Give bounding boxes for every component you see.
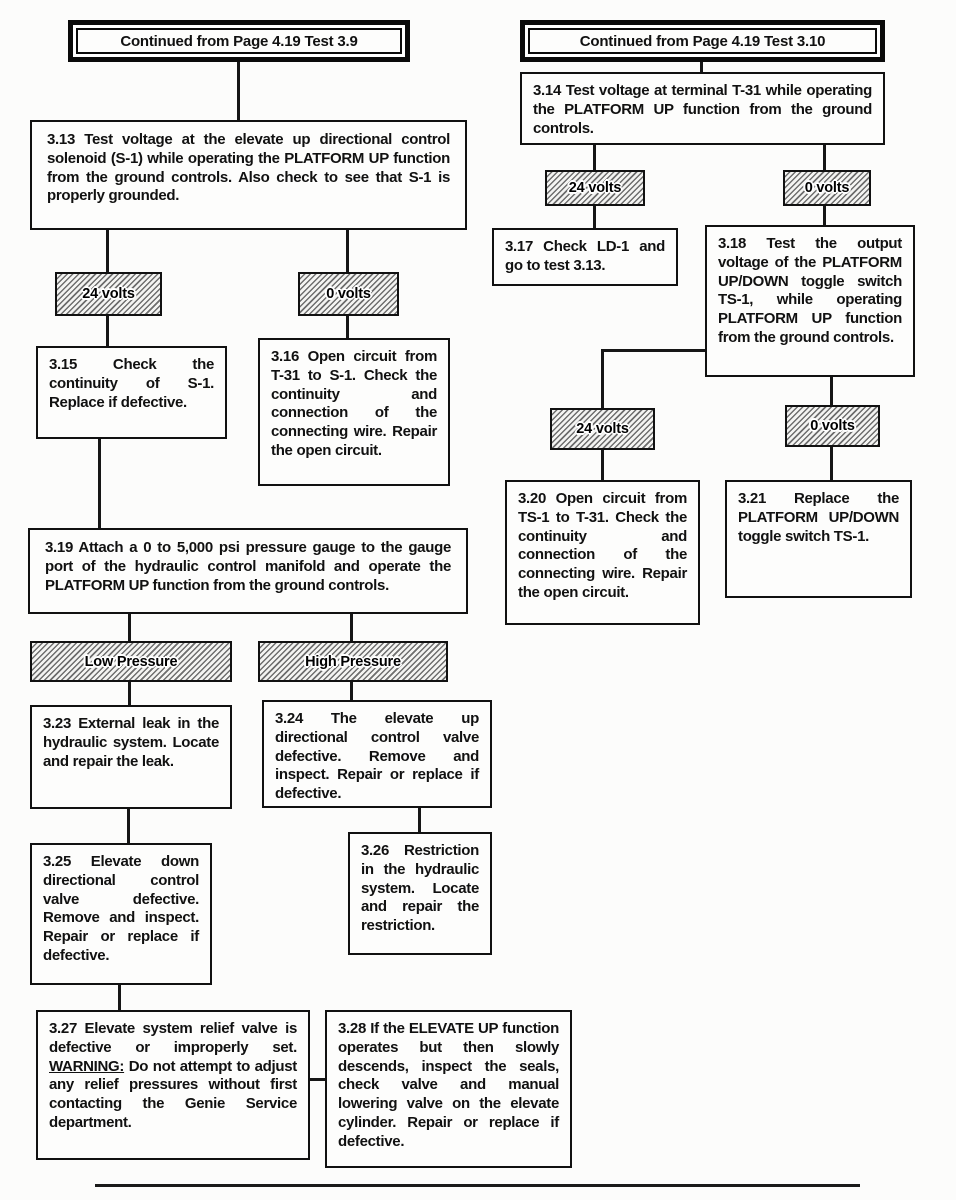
connector-line [830, 447, 833, 480]
high-pressure-text: High Pressure [305, 653, 401, 670]
right-continued-header [520, 20, 885, 62]
right-top-0-volts-label [783, 170, 871, 206]
node-3-13-text: 3.13 Test voltage at the elevate up directional control solenoid (S-1) while operating the PLATFORM UP function from the ground controls. Also check to see that S-1 is properly grounded. [47, 131, 450, 205]
node-3-25-text: 3.25 Elevate down directional control valve defective. Remove and inspect. Repair or replace if defective. [43, 853, 199, 964]
node-3-28 [325, 1010, 572, 1168]
node-3-16 [258, 338, 450, 486]
node-3-19 [28, 528, 468, 614]
connector-line [700, 62, 703, 72]
node-3-27-text-post: Do not attempt to adjust any relief pressures without first contacting the Genie Service department. [49, 1057, 297, 1131]
low-pressure-label [30, 641, 232, 682]
connector-line [128, 682, 131, 705]
connector-line [118, 985, 121, 1010]
node-3-14 [520, 72, 885, 145]
connector-line [346, 316, 349, 338]
node-3-21-text: 3.21 Replace the PLATFORM UP/DOWN toggle switch TS-1. [738, 490, 899, 545]
left-24-volts-text: 24 volts [82, 286, 135, 302]
node-3-23-text: 3.23 External leak in the hydraulic system. Locate and repair the leak. [43, 715, 219, 770]
right-bottom-0-volts-text: 0 volts [810, 418, 855, 434]
left-continued-header-label: Continued from Page 4.19 Test 3.9 [120, 32, 358, 50]
left-24-volts-label [55, 272, 162, 316]
connector-line [350, 682, 353, 700]
right-top-24-volts-label [545, 170, 645, 206]
node-3-24 [262, 700, 492, 808]
high-pressure-label [258, 641, 448, 682]
connector-line [128, 614, 131, 641]
low-pressure-text: Low Pressure [84, 653, 178, 670]
left-0-volts-text: 0 volts [326, 286, 371, 302]
node-3-15-text: 3.15 Check the continuity of S-1. Replace if defective. [49, 356, 214, 411]
connector-line [593, 145, 596, 170]
node-3-17 [492, 228, 678, 286]
connector-line [601, 349, 705, 352]
node-3-26 [348, 832, 492, 955]
right-bottom-0-volts-label [785, 405, 880, 447]
node-3-25 [30, 843, 212, 985]
left-continued-header [68, 20, 410, 62]
connector-line [346, 230, 349, 272]
node-3-27-text-pre: 3.27 Elevate system relief valve is defective or improperly set. [49, 1020, 297, 1056]
node-3-28-text: 3.28 If the ELEVATE UP function operates but then slowly descends, inspect the seals, check valve and manual lowering valve on the elevate cylinder. Repair or replace if defective. [338, 1020, 559, 1150]
node-3-27 [36, 1010, 310, 1160]
node-3-21 [725, 480, 912, 598]
node-3-13 [30, 120, 467, 230]
connector-line [310, 1078, 325, 1081]
connector-line [830, 377, 833, 405]
connector-line [350, 614, 353, 641]
right-top-24-volts-text: 24 volts [568, 180, 622, 196]
connector-line [98, 439, 101, 528]
left-0-volts-label [298, 272, 399, 316]
node-3-14-text: 3.14 Test voltage at terminal T-31 while operating the PLATFORM UP function from the ground controls. [533, 82, 872, 137]
connector-line [237, 62, 240, 120]
connector-line [418, 808, 421, 832]
node-3-19-text: 3.19 Attach a 0 to 5,000 psi pressure gauge to the gauge port of the hydraulic control manifold and operate the PLATFORM UP function from the ground controls. [45, 539, 451, 594]
page-footer-rule [95, 1184, 860, 1187]
right-bottom-24-volts-label [550, 408, 655, 450]
connector-line [106, 230, 109, 272]
connector-line [593, 206, 596, 228]
node-3-16-text: 3.16 Open circuit from T-31 to S-1. Check the continuity and connection of the connecting wire. Repair the open circuit. [271, 348, 437, 459]
connector-line [823, 145, 826, 170]
node-3-26-text: 3.26 Restriction in the hydraulic system. Locate and repair the restriction. [361, 842, 479, 934]
right-top-0-volts-text: 0 volts [804, 180, 850, 196]
node-3-23 [30, 705, 232, 809]
right-bottom-24-volts-text: 24 volts [576, 421, 629, 437]
connector-line [823, 206, 826, 225]
connector-line [601, 450, 604, 480]
connector-line [601, 349, 604, 408]
node-3-17-text: 3.17 Check LD-1 and go to test 3.13. [505, 238, 665, 274]
node-3-18 [705, 225, 915, 377]
node-3-27-warning-label: WARNING: [49, 1057, 125, 1075]
connector-line [106, 316, 109, 346]
right-continued-header-label: Continued from Page 4.19 Test 3.10 [579, 32, 826, 50]
node-3-20-text: 3.20 Open circuit from TS-1 to T-31. Check the continuity and connection of the connecting wire. Repair the open circuit. [518, 490, 687, 601]
node-3-18-text: 3.18 Test the output voltage of the PLATFORM UP/DOWN toggle switch TS-1, while operating PLATFORM UP function from the ground controls. [718, 235, 902, 346]
node-3-15 [36, 346, 227, 439]
node-3-20 [505, 480, 700, 625]
node-3-24-text: 3.24 The elevate up directional control valve defective. Remove and inspect. Repair or replace if defective. [275, 710, 479, 802]
connector-line [127, 809, 130, 843]
